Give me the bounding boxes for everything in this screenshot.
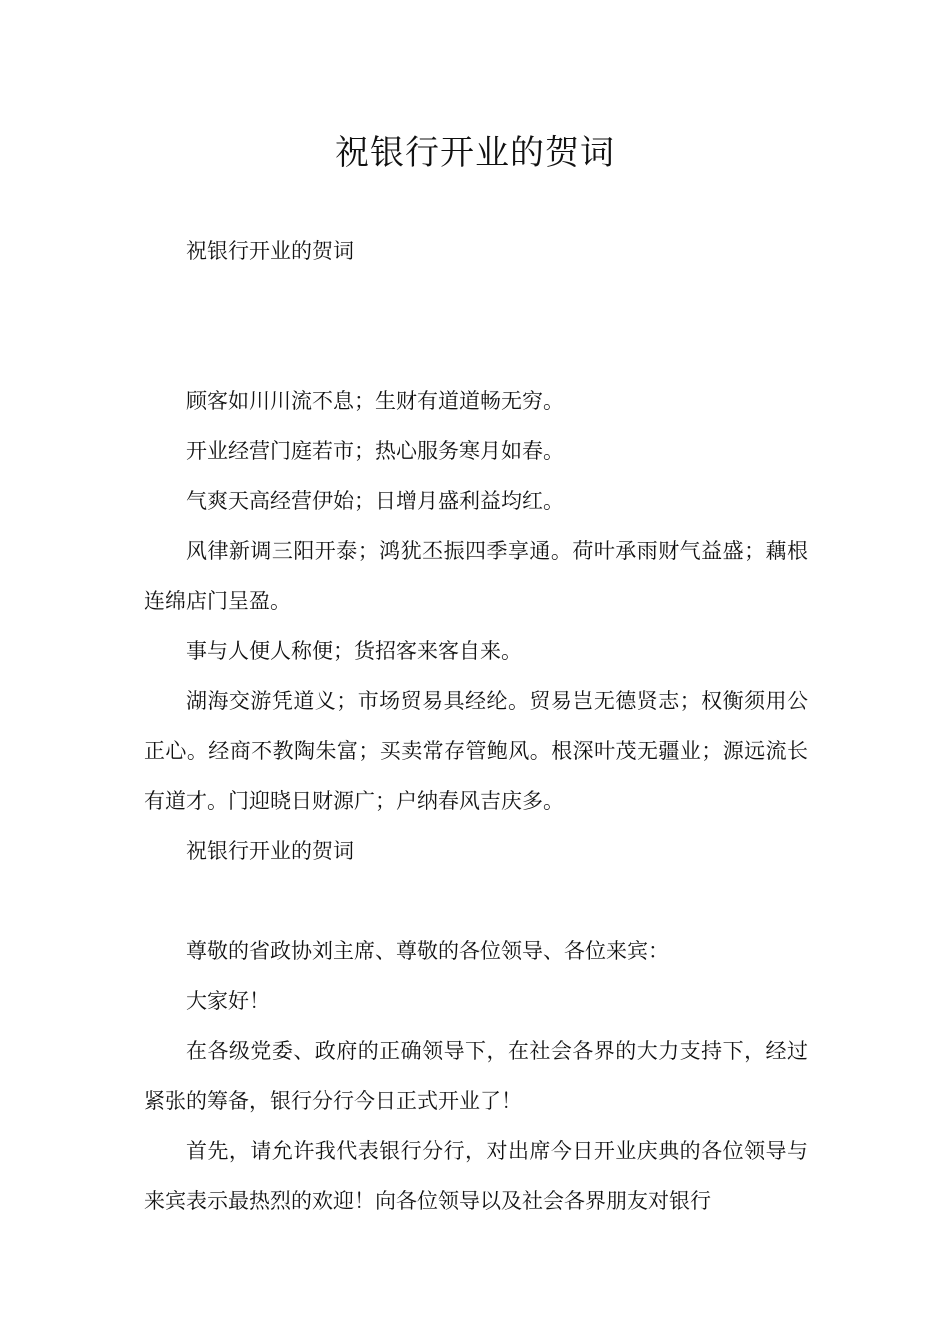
- paragraph: 气爽天高经营伊始；日增月盛利益均红。: [186, 489, 564, 513]
- paragraph-salutation: 尊敬的省政协刘主席、尊敬的各位领导、各位来宾：: [186, 939, 669, 963]
- paragraph-greeting: 大家好！: [186, 989, 270, 1013]
- document-title: 祝银行开业的贺词: [335, 133, 615, 173]
- blank-space: [144, 276, 808, 376]
- blank-space: [144, 876, 808, 926]
- paragraph: 在各级党委、政府的正确领导下，在社会各界的大力支持下，经过紧张的筹备，银行分行今日正式开业了！: [144, 1039, 808, 1113]
- paragraph: 开业经营门庭若市；热心服务寒月如春。: [186, 439, 564, 463]
- paragraph-section-heading: 祝银行开业的贺词: [186, 839, 354, 863]
- paragraph: 风律新调三阳开泰；鸿犹丕振四季享通。荷叶承雨财气益盛；藕根连绵店门呈盈。: [144, 539, 808, 613]
- paragraph: 顾客如川川流不息；生财有道道畅无穷。: [186, 389, 564, 413]
- paragraph: 首先，请允许我代表银行分行，对出席今日开业庆典的各位领导与来宾表示最热烈的欢迎！向各位领导以及社会各界朋友对银行: [144, 1139, 808, 1213]
- paragraph: 湖海交游凭道义；市场贸易具经纶。贸易岂无德贤志；权衡须用公正心。经商不教陶朱富；买卖常存管鲍风。根深叶茂无疆业；源远流长有道才。门迎晓日财源广；户纳春风吉庆多。: [144, 689, 808, 813]
- paragraph: 事与人便人称便；货招客来客自来。: [186, 639, 522, 663]
- paragraph-subtitle: 祝银行开业的贺词: [186, 239, 354, 263]
- document-body: [144, 226, 808, 1226]
